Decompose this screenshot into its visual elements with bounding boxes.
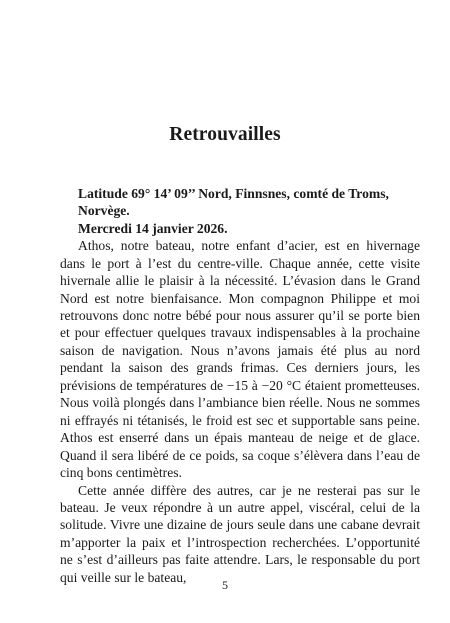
text-block (60, 185, 420, 586)
entry-date: Mercredi 14 janvier 2026. (78, 220, 228, 236)
page-number: 5 (222, 578, 228, 592)
location-heading-line-2: Norvège. (78, 203, 130, 219)
body-paragraph: Athos, notre bateau, notre enfant d’acier, est en hivernage dans le port à l’est du centre-ville. Chaque année, cette visite hivernale allie le plaisir à la nécessité. L’évasion dans le Grand Nord est notre bienfaisance. Mon compagnon Philippe et moi retrouvons donc notre bébé pour nous assurer qu’il se porte bien et pour effectuer quelques travaux indispensables à la prochaine saison de navigation. Nous n’avons jamais été plus au nord pendant la saison des grands frimas. Ces derniers jours, les prévisions de températures de −15 à −20 °C étaient prometteuses. Nous voilà plongés dans l’ambiance bien réelle. Nous ne sommes ni effrayés ni tétanisés, le froid est sec et supportable sans peine. Athos est enserré dans un épais manteau de neige et de glace. Quand il sera libéré de ce poids, sa coque s’élèvera dans l’eau de cinq bons centimètres. (60, 238, 420, 481)
chapter-title: Retrouvailles (169, 124, 281, 145)
location-heading-line-1: Latitude 69° 14’ 09’’ Nord, Finnsnes, comté de Troms, (78, 186, 389, 201)
body-paragraph: Cette année diffère des autres, car je ne resterai pas sur le bateau. Je veux répondre à un autre appel, viscéral, celui de la solitude. Vivre une dizaine de jours seule dans une cabane devrait m’apporter la paix et l’introspection recherchées. L’opportunité ne s’est d’ailleurs pas faite attendre. Lars, le responsable du port qui veille sur le bateau, (60, 482, 420, 585)
